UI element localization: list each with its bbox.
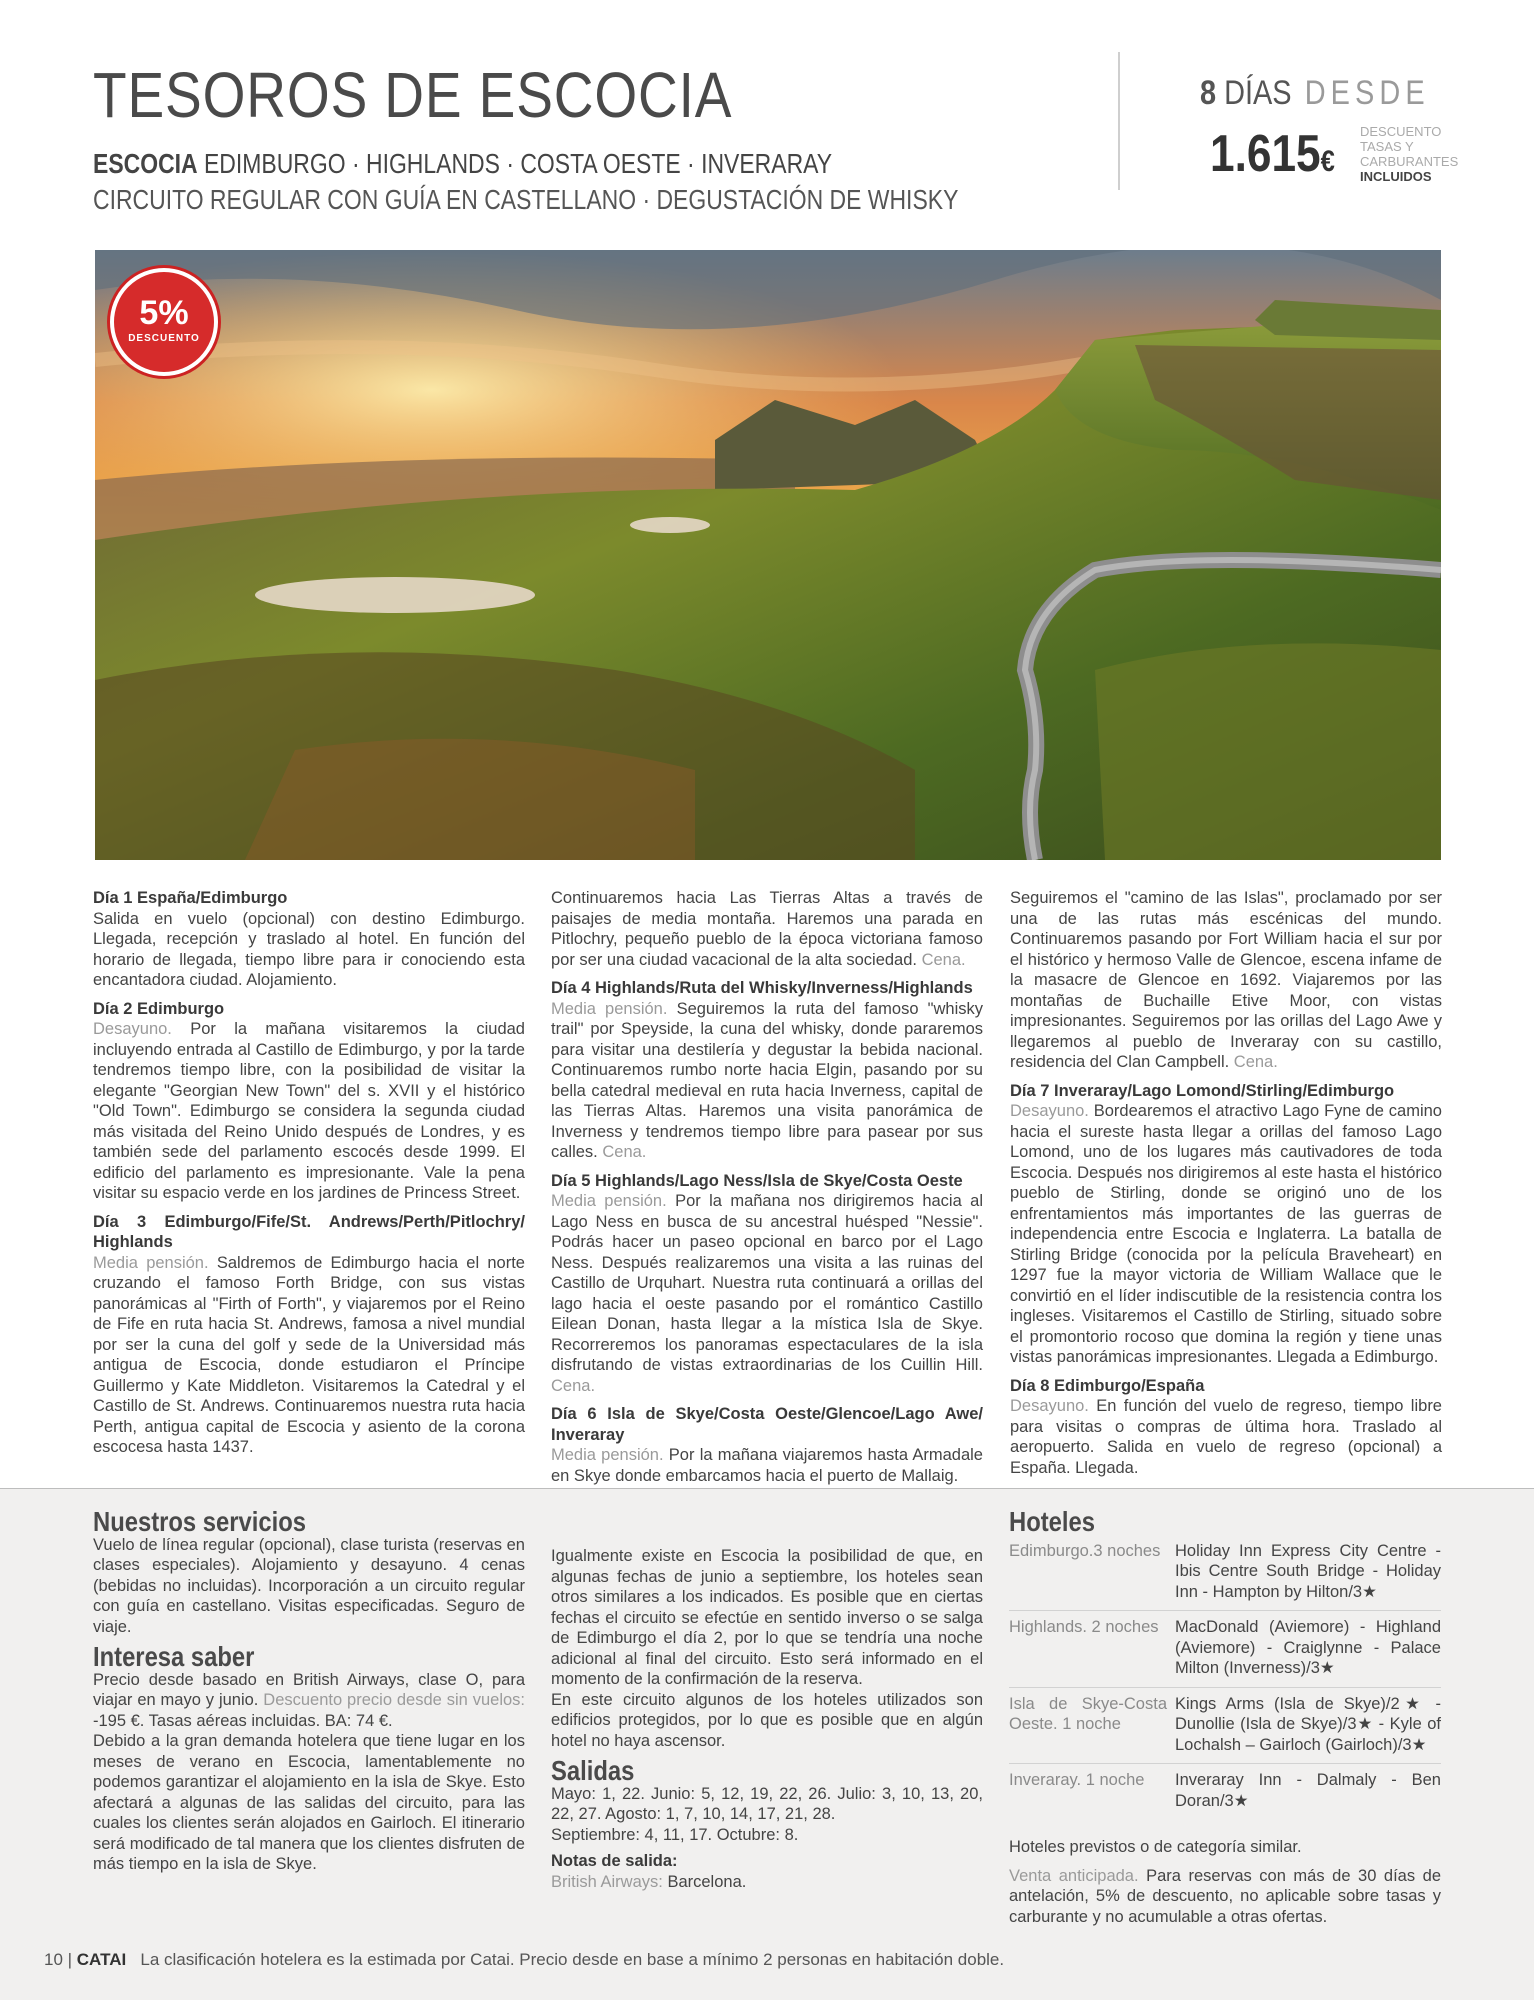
hotels-table — [1009, 1535, 1441, 1820]
day-8 — [1010, 1376, 1442, 1479]
hotel-names: MacDonald (Aviemore) - Highland (Aviemore) - Craiglynne - Palace Milton (Inverness)/3★ — [1175, 1618, 1441, 1677]
advance-sale-text: Venta anticipada. Para reservas con más de 30 días de antelación, 5% de descuento, no aplicable sobre tasas y carburante y no acumulable a otras ofertas. — [1009, 1866, 1441, 1926]
services-column — [93, 1506, 525, 1875]
departures-heading: Salidas — [551, 1755, 635, 1786]
brand-logo-text: CATAI — [76, 1950, 127, 1969]
itinerary-column-2 — [551, 888, 983, 1486]
day-text: Salida en vuelo (opcional) con destino Edimburgo. Llegada, recepción y traslado al hotel. En función del horario de llegada, tiempo libre para ir conociendo esta encantadora ciudad. Alojamiento. — [93, 909, 525, 989]
day-text: Media pensión. Por la mañana viajaremos hasta Armadale en Skye donde embarcamos hacia el puerto de Mallaig. — [551, 1446, 983, 1485]
day-3-continued: Continuaremos hacia Las Tierras Altas a través de paisajes de media montaña. Haremos una parada en Pitlochry, pequeño pueblo de la época victoriana famoso por ser una ciudad vacacional de la alta sociedad. Cena. — [551, 889, 983, 969]
tour-type-subtitle: CIRCUITO REGULAR CON GUÍA EN CASTELLANO · DEGUSTACIÓN DE WHISKY — [93, 184, 959, 215]
day-heading: Día 8 Edimburgo/España — [1010, 1376, 1205, 1395]
day-text: Media pensión. Seguiremos la ruta del famoso "whisky trail" por Speyside, la cuna del whisky, donde pararemos para visitar una destilería y degustar la bebida nacional. Continuaremos rumbo norte hacia Elgin, pasando por su bella catedral medieval en ruta hacia Inverness, capital de las Tierras Altas. Haremos una visita panorámica de Inverness y tendremos tiempo libre para pasear por sus calles. Cena. — [551, 999, 983, 1161]
itinerary — [93, 888, 1443, 1485]
day-text: Media pensión. Por la mañana nos dirigiremos hacia al Lago Ness en busca de su ancestral huésped "Nessie". Podrás hacer un paseo opcional en barco por el Lago Ness. Después realizaremos una visita a las ruinas del Castillo de Urquhart. Nuestra ruta continuará a orillas del lago hacia el oeste pasando por el romántico Castillo Eilean Donan, hasta llegar a la mística Isla de Skye. Recorreremos los panoramas espectaculares de la isla disfrutando de vistas extraordinarias de los Cuillin Hill. Cena. — [551, 1192, 983, 1395]
header-divider — [1118, 52, 1120, 190]
day-heading: Día 3 Edimburgo/Fife/St. Andrews/Perth/Pitlochry/ Highlands — [93, 1212, 525, 1251]
info-text-4: En este circuito algunos de los hoteles utilizados son edificios protegidos, por lo que es posible que en algún hotel no haya ascensor. — [551, 1690, 983, 1750]
hotel-names: Holiday Inn Express City Centre - Ibis Centre South Bridge - Holiday Inn - Hampton by Hilton/3★ — [1175, 1541, 1441, 1601]
services-text: Vuelo de línea regular (opcional), clase turista (reservas en clases especiales). Alojamiento y desayuno. 4 cenas (bebidas no incluidas). Incorporación a un circuito regular con guía en castellano. Visitas especificadas. Seguro de viaje. — [93, 1535, 525, 1636]
page-number: 10 | — [44, 1950, 77, 1969]
day-text: Media pensión. Saldremos de Edimburgo hacia el norte cruzando el famoso Forth Bridge, con sus vistas panorámicas al "Firth of Forth", y viajaremos por el Reino de Fife en ruta hacia St. Andrews, famosa a nivel mundial por ser la cuna del golf y sede de la Universidad más antigua de Escocia, donde estudiaron el Príncipe Guillermo y Kate Middleton. Visitaremos la Catedral y el Castillo de St. Andrews. Continuaremos nuestra ruta hacia Perth, antigua capital de Escocia y asiento de la corona escocesa hasta 1437. — [93, 1253, 525, 1456]
day-7 — [1010, 1081, 1442, 1368]
discount-badge: 5% DESCUENTO — [110, 268, 218, 376]
hotels-column — [1009, 1506, 1441, 1927]
hotel-location: Highlands. 2 noches — [1009, 1618, 1159, 1636]
day-1 — [93, 888, 525, 991]
day-heading: Día 4 Highlands/Ruta del Whisky/Inverness/Highlands — [551, 979, 973, 997]
day-heading: Día 5 Highlands/Lago Ness/Isla de Skye/Costa Oeste — [551, 1171, 963, 1190]
hotel-names: Kings Arms (Isla de Skye)/2★ - Dunollie (Isla de Skye)/3★ - Kyle of Lochalsh – Gairloch (Gairloch)/3★ — [1175, 1694, 1441, 1754]
day-heading: Día 1 España/Edimburgo — [93, 889, 288, 907]
days-label: 8 DÍAS DESDE — [1200, 74, 1430, 112]
route-label: EDIMBURGO · HIGHLANDS · COSTA OESTE · INVERARAY — [197, 148, 833, 179]
hotel-row — [1009, 1688, 1441, 1765]
services-heading: Nuestros servicios — [93, 1506, 306, 1537]
hotels-note: Hoteles previstos o de categoría similar. — [1009, 1838, 1302, 1856]
hotel-row — [1009, 1611, 1441, 1688]
itinerary-column-3 — [1010, 888, 1442, 1478]
day-4 — [551, 978, 983, 1163]
departures-text-2: Septiembre: 4, 11, 17. Octubre: 8. — [551, 1825, 799, 1844]
price-amount: 1.615€ — [1210, 125, 1335, 183]
price-note: DESCUENTO TASAS Y CARBURANTES INCLUIDOS — [1360, 124, 1459, 184]
day-5 — [551, 1171, 983, 1397]
departure-notes-text: British Airways: Barcelona. — [551, 1872, 747, 1891]
day-heading: Día 7 Inveraray/Lago Lomond/Stirling/Edimburgo — [1010, 1081, 1395, 1100]
departure-notes-heading: Notas de salida: — [551, 1852, 678, 1870]
departures-text: Mayo: 1, 22. Junio: 5, 12, 19, 22, 26. Julio: 3, 10, 13, 20, 22, 27. Agosto: 1, 7, 10, 14, 17, 21, 28. — [551, 1784, 983, 1823]
info-heading: Interesa saber — [93, 1641, 255, 1672]
info-text-2: Debido a la gran demanda hotelera que tiene lugar en los meses de verano en Escocia, lamentablemente no podemos garantizar el alojamiento en la isla de Skye. Esto afectará a algunas de las salidas del circuito, para las cuales los clientes serán alojados en Gairloch. El itinerario será modificado de tal manera que los clientes disfruten de más tiempo en la isla de Skye. — [93, 1732, 525, 1873]
country-label: ESCOCIA — [93, 148, 198, 179]
day-6-continued: Seguiremos el "camino de las Islas", proclamado por ser una de las rutas más escénicas del mundo. Continuaremos pasando por Fort William hacia el sur por el histórico y hermoso Valle de Glencoe, escena infame de la masacre de Glencoe en 1692. Viajaremos por las montañas de Buchaille Etive Moor, con vistas impresionantes. Seguiremos por las orillas del Lago Awe y llegaremos al pueblo de Inveraray con su castillo, residencia del Clan Campbell. Cena. — [1010, 889, 1442, 1071]
landscape-photo — [95, 250, 1441, 860]
day-3 — [93, 1212, 525, 1458]
info-text-3: Igualmente existe en Escocia la posibilidad de que, en algunas fechas de junio a septiembre, los hoteles sean otros similares a los indicados. Es posible que en ciertas fechas el circuito se efectúe en sentido inverso o se salga de Edimburgo el día 2, por lo que se tendría una noche adicional al final del circuito. Esto será informado en el momento de la confirmación de la reserva. — [551, 1547, 983, 1688]
day-text: Desayuno. Por la mañana visitaremos la ciudad incluyendo entrada al Castillo de Edimburgo, y por la tarde tendremos tiempo libre, con la posibilidad de visitar la elegante "Georgian New Town" del s. XVII y el histórico "Old Town". Edimburgo se considera la segunda ciudad más visitada del Reino Unido después de Londres, y es también sede del parlamento escocés desde 1999. El edificio del parlamento es impresionante. Vale la pena visitar su espacio verde en los jardines de Princess Street. — [93, 1020, 525, 1202]
hotel-location: Inveraray. 1 noche — [1009, 1771, 1145, 1789]
info-text-1: Precio desde basado en British Airways, clase O, para viajar en mayo y junio. Descuento precio desde sin vuelos: -195 €. Tasas aéreas incluidas. BA: 74 €. — [93, 1670, 525, 1730]
hotels-heading: Hoteles — [1009, 1506, 1095, 1537]
day-text: Desayuno. Bordearemos el atractivo Lago Fyne de camino hacia el sureste hasta llegar a orillas del famoso Lago Lomond, uno de los lugares más cautivadores de toda Escocia. Después nos dirigiremos al este hasta el histórico pueblo de Stirling, donde se originó uno de los enfrentamientos más importantes de las guerras de independencia entre Escocia e Inglaterra. La batalla de Stirling Bridge (conocida por la película Braveheart) en 1297 fue la mayor victoria de William Wallace que le convirtió en el líder indiscutible de la resistencia contra los ingleses. Visitaremos el Castillo de Stirling, situado sobre el promontorio rocoso que domina la región y tiene unas vistas panorámicas impresionantes. Llegada a Edimburgo. — [1010, 1102, 1442, 1366]
hotel-location: Edimburgo.3 noches — [1009, 1541, 1161, 1560]
itinerary-column-1 — [93, 888, 525, 1458]
day-heading: Día 2 Edimburgo — [93, 999, 225, 1018]
day-6 — [551, 1404, 983, 1486]
day-heading: Día 6 Isla de Skye/Costa Oeste/Glencoe/Lago Awe/ Inveraray — [551, 1405, 983, 1444]
info-column-2 — [551, 1546, 983, 1892]
band-divider — [0, 1488, 1534, 1489]
footer-note: La clasificación hotelera es la estimada por Catai. Precio desde en base a mínimo 2 personas en habitación doble. — [126, 1950, 1005, 1969]
hotel-location: Isla de Skye-Costa Oeste. 1 noche — [1009, 1694, 1167, 1733]
destinations-subtitle — [93, 148, 832, 180]
day-text: Desayuno. En función del vuelo de regreso, tiempo libre para visitas o compras de última hora. Traslado al aeropuerto. Salida en vuelo de regreso (opcional) a España. Llegada. — [1010, 1397, 1442, 1477]
hotel-names: Inveraray Inn - Dalmaly - Ben Doran/3★ — [1175, 1771, 1441, 1810]
page-footer — [44, 1950, 1004, 1970]
page-title: TESOROS DE ESCOCIA — [93, 59, 733, 131]
day-2 — [93, 999, 525, 1204]
hotel-row — [1009, 1535, 1441, 1612]
hotel-row — [1009, 1764, 1441, 1819]
